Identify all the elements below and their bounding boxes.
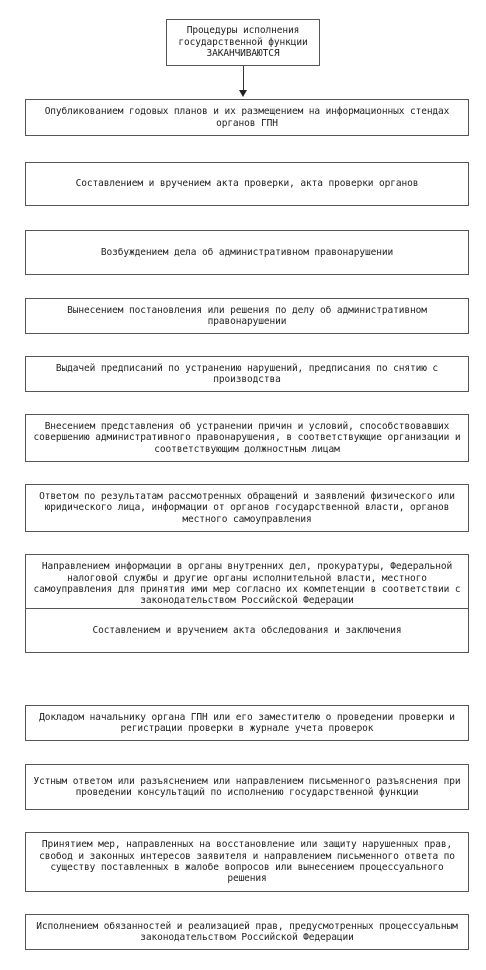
step-label: Принятием мер, направленных на восстановление или защиту нарушенных прав, свобод и законных интересов заявителя и направлением письменного ответа по существу поставленных в жалобе вопросов или вынесением процессуального решения [39, 839, 455, 885]
step-node-9 [25, 608, 469, 653]
step-label: Направлением информации в органы внутренних дел, прокуратуры, Федеральной налоговой службы и другие органы исполнительной власти, местного самоуправления для принятия ими мер согласно их компетенции в соответствии с законодательством Российской Федерации [33, 561, 461, 607]
step-node-4 [25, 298, 469, 334]
step-node-12 [25, 832, 469, 892]
step-label: Внесением представления об устранении причин и условий, способствовавших совершению административного правонарушения, в соответствующие организации и соответствующим должностным лицам [33, 420, 461, 455]
connector-arrow [243, 66, 244, 91]
step-node-11 [25, 764, 469, 810]
step-node-2 [25, 162, 469, 206]
step-node-7 [25, 484, 469, 532]
step-node-5 [25, 356, 469, 392]
step-label: Опубликованием годовых планов и их размещением на информационных стендах органов ГПН [44, 106, 450, 129]
step-node-13 [25, 914, 469, 950]
step-label: Составлением и вручением акта обследования и заключения [92, 624, 402, 636]
step-label: Исполнением обязанностей и реализацией прав, предусмотренных процессуальным законодательством Российской Федерации [36, 920, 458, 943]
step-label: Устным ответом или разъяснением или направлением письменного разъяснения при проведении консультаций по исполнению государственной функции [33, 775, 461, 798]
step-node-1 [25, 99, 469, 136]
step-label: Возбуждением дела об административном правонарушении [100, 246, 394, 258]
step-node-10 [25, 705, 469, 741]
step-node-3 [25, 230, 469, 275]
step-node-6 [25, 414, 469, 462]
step-label: Составлением и вручением акта проверки, акта проверки органов [75, 178, 419, 190]
top-node-label: Процедуры исполнения государственной функции ЗАКАНЧИВАЮТСЯ [178, 25, 308, 60]
step-label: Ответом по результатам рассмотренных обращений и заявлений физического или юридического лица, информации от органов государственной власти, органов местного самоуправления [39, 490, 455, 525]
step-label: Докладом начальнику органа ГПН или его заместителю о проведении проверки и регистрации проверки в журнале учета проверок [39, 711, 455, 734]
arrow-head-icon [239, 90, 247, 97]
step-label: Выдачей предписаний по устранению нарушений, предписания по снятию с производства [55, 362, 439, 385]
step-label: Вынесением постановления или решения по делу об административном правонарушении [67, 304, 427, 327]
step-node-8 [25, 554, 469, 614]
top-node-procedures-end [166, 19, 320, 66]
